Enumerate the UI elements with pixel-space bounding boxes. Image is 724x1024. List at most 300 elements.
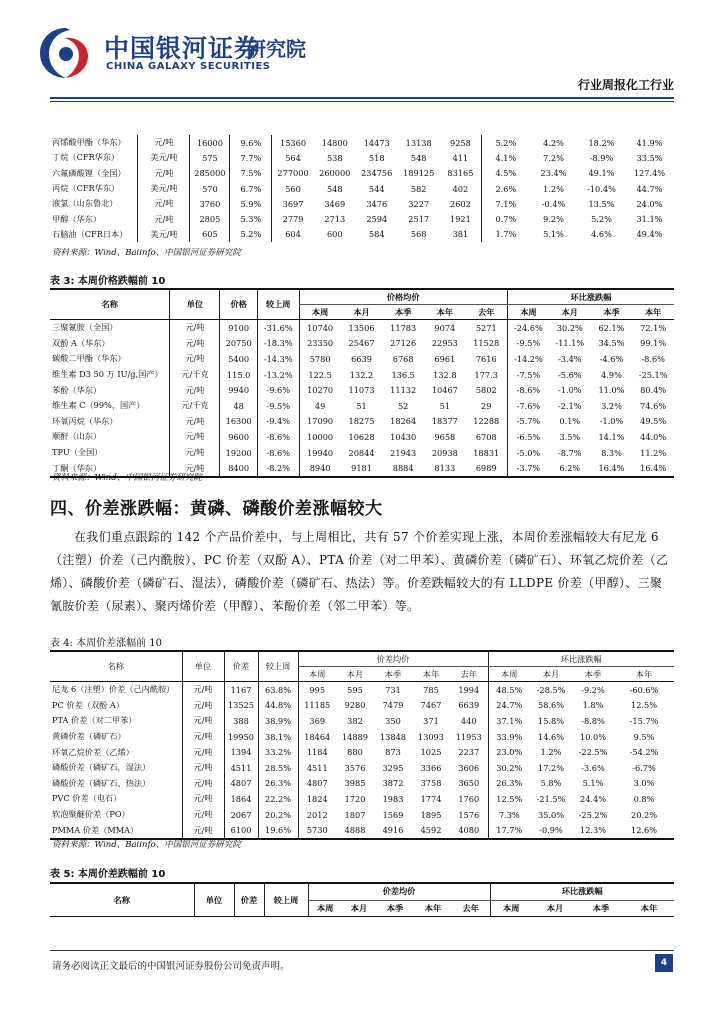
- col-wow: 较上周: [264, 883, 308, 917]
- row-value-cell: 260000: [319, 168, 351, 179]
- row-value-cell: 35.0%: [537, 809, 564, 820]
- row-value-cell: 5400: [220, 351, 257, 367]
- row-value-cell: 元/吨: [182, 822, 224, 839]
- subcol-ratio: 本周: [507, 305, 549, 320]
- row-name-cell: PC 价差（双酚 A）: [52, 699, 125, 710]
- row-value-cell: 411: [452, 152, 469, 163]
- table-row: [50, 336, 674, 352]
- row-value-cell: -21.5%: [536, 793, 566, 804]
- row-value-cell: -6.7%: [632, 762, 656, 773]
- row-value-cell: 4.9%: [601, 369, 622, 380]
- row-value-cell: 元/吨: [170, 336, 220, 352]
- row-value-cell: -8.8%: [581, 715, 605, 726]
- row-value-cell: 1.2%: [540, 747, 562, 758]
- row-value-cell: 7467: [420, 700, 442, 711]
- row-value-cell: 132.2: [349, 369, 374, 380]
- row-value-cell: 13138: [405, 137, 432, 148]
- row-value-cell: 0.1%: [559, 416, 581, 427]
- row-value-cell: 3760: [190, 196, 230, 211]
- row-value-cell: 3295: [382, 762, 404, 773]
- row-value-cell: 4916: [374, 822, 412, 839]
- row-value-cell: -8.6%: [507, 382, 549, 398]
- row-value-cell: 21943: [390, 447, 417, 458]
- row-value-cell: 元/吨: [170, 320, 220, 336]
- row-value-cell: 63.8%: [258, 682, 298, 698]
- row-value-cell: 995: [298, 682, 336, 698]
- row-value-cell: 388: [224, 713, 258, 729]
- row-value-cell: 13.5%: [588, 198, 615, 209]
- row-value-cell: 元/吨: [138, 211, 190, 226]
- row-value-cell: 371: [423, 715, 439, 726]
- row-value-cell: -8.6%: [641, 353, 665, 364]
- row-value-cell: 美元/吨: [138, 181, 190, 196]
- row-value-cell: 600: [326, 229, 343, 240]
- row-value-cell: 7.1%: [482, 196, 530, 211]
- row-name-cell: 黄磷价差（磷矿石）: [52, 731, 126, 742]
- row-value-cell: -5.0%: [507, 445, 549, 461]
- row-value-cell: -28.5%: [536, 684, 566, 695]
- row-value-cell: 34.5%: [598, 338, 625, 349]
- row-value-cell: 2713: [324, 214, 346, 225]
- row-value-cell: 4807: [298, 776, 336, 792]
- table-row: [50, 351, 674, 367]
- row-value-cell: 3872: [382, 778, 404, 789]
- row-value-cell: -6.5%: [507, 429, 549, 445]
- subcol-avg: 本月: [341, 305, 383, 320]
- row-value-cell: -8.6%: [257, 429, 299, 445]
- row-value-cell: 7479: [382, 700, 404, 711]
- row-value-cell: 4.6%: [591, 229, 612, 240]
- disclaimer-note: 请务必阅读正文最后的中国银河证券股份公司免责声明。: [52, 961, 290, 972]
- subcol-avg: 去年: [450, 667, 488, 682]
- row-value-cell: 15360: [272, 135, 314, 150]
- row-value-cell: -0.4%: [541, 198, 566, 209]
- row-value-cell: 595: [347, 684, 363, 695]
- row-value-cell: 5.1%: [543, 229, 564, 240]
- row-value-cell: 3.2%: [601, 400, 622, 411]
- row-value-cell: -3.4%: [558, 353, 582, 364]
- row-value-cell: 568: [410, 229, 427, 240]
- row-value-cell: 564: [272, 150, 314, 165]
- row-value-cell: -8.7%: [558, 447, 582, 458]
- row-value-cell: 16300: [220, 414, 257, 430]
- row-value-cell: 9600: [220, 429, 257, 445]
- row-value-cell: 19200: [220, 445, 257, 461]
- row-value-cell: 12288: [473, 416, 500, 427]
- table-row: [50, 367, 674, 383]
- row-value-cell: 9280: [344, 700, 366, 711]
- row-value-cell: 5730: [298, 822, 336, 839]
- row-value-cell: 10000: [299, 429, 341, 445]
- row-value-cell: 1774: [420, 793, 442, 804]
- row-value-cell: 381: [452, 229, 469, 240]
- row-name-cell: 顺酐（山东）: [52, 431, 102, 442]
- row-value-cell: 23.0%: [488, 744, 530, 760]
- group-avg: 价差均价: [298, 651, 488, 667]
- row-name-cell: 环氧丙烷（华东）: [52, 415, 118, 426]
- row-value-cell: 4511: [224, 760, 258, 776]
- row-value-cell: 24.4%: [579, 793, 606, 804]
- table-row: [50, 822, 674, 839]
- col-name: 名称: [50, 289, 170, 320]
- row-value-cell: 11073: [348, 385, 375, 396]
- row-value-cell: 24.0%: [636, 198, 663, 209]
- row-value-cell: -9.5%: [257, 398, 299, 414]
- row-value-cell: 1760: [458, 793, 480, 804]
- row-value-cell: 11.2%: [640, 447, 667, 458]
- page-number: 4: [655, 954, 673, 972]
- row-name-cell: 丁酮（华东）: [50, 460, 170, 477]
- row-value-cell: 12.5%: [630, 700, 657, 711]
- row-value-cell: -3.7%: [507, 460, 549, 477]
- row-value-cell: 604: [272, 227, 314, 242]
- row-value-cell: -11.1%: [555, 338, 585, 349]
- row-value-cell: 6639: [351, 353, 372, 364]
- row-value-cell: 369: [298, 713, 336, 729]
- row-value-cell: 0.7%: [482, 211, 530, 226]
- row-name-cell: 软泡聚醚价差（PO）: [52, 809, 130, 820]
- row-value-cell: 9.6%: [230, 135, 272, 150]
- row-value-cell: 132.8: [433, 369, 457, 380]
- subcol-avg: 本周: [299, 305, 341, 320]
- subcol-ratio: 本季: [591, 305, 633, 320]
- row-value-cell: 11.0%: [598, 385, 625, 396]
- row-value-cell: -24.6%: [507, 320, 549, 336]
- row-value-cell: 49.4%: [636, 229, 663, 240]
- row-value-cell: 6100: [224, 822, 258, 839]
- row-value-cell: 14.6%: [537, 731, 564, 742]
- col-price: 价差: [224, 651, 258, 682]
- row-name-cell: 维生素 C（99%，国产）: [52, 400, 145, 411]
- row-name-cell: 丁烷（CFR华东）: [52, 152, 120, 163]
- row-value-cell: 3.5%: [559, 431, 581, 442]
- row-value-cell: 4592: [412, 822, 450, 839]
- row-value-cell: 582: [410, 183, 427, 194]
- row-value-cell: 2805: [190, 211, 230, 226]
- row-value-cell: -8.6%: [257, 445, 299, 461]
- row-value-cell: 1824: [298, 791, 336, 807]
- row-value-cell: 560: [272, 181, 314, 196]
- table-row: [50, 211, 674, 226]
- row-value-cell: 12.3%: [572, 822, 614, 839]
- table-row: [50, 429, 674, 445]
- row-value-cell: 11528: [473, 338, 500, 349]
- row-value-cell: 1025: [420, 747, 442, 758]
- row-value-cell: -3.6%: [581, 762, 605, 773]
- row-value-cell: 4511: [298, 760, 336, 776]
- row-value-cell: 元/吨: [170, 414, 220, 430]
- row-value-cell: 5780: [299, 351, 341, 367]
- row-value-cell: 元/吨: [138, 196, 190, 211]
- row-value-cell: 30.2%: [556, 322, 583, 333]
- row-value-cell: 29: [481, 400, 492, 411]
- row-name-cell: 磷酸价差（磷矿石，湿法）: [52, 762, 151, 773]
- row-value-cell: 2594: [366, 214, 388, 225]
- row-value-cell: 20938: [431, 447, 458, 458]
- row-value-cell: 13506: [348, 322, 375, 333]
- row-value-cell: 7.2%: [543, 152, 564, 163]
- row-value-cell: 785: [423, 684, 439, 695]
- table-row: [50, 445, 674, 461]
- row-value-cell: 80.4%: [640, 385, 667, 396]
- row-value-cell: 4.2%: [543, 137, 564, 148]
- row-value-cell: 元/吨: [138, 135, 190, 150]
- subcol-avg: 本月: [336, 667, 374, 682]
- row-value-cell: 33.9%: [488, 729, 530, 745]
- table-row: [50, 398, 674, 414]
- row-value-cell: 18377: [431, 416, 458, 427]
- table-row: [50, 807, 674, 823]
- table3-price-decline: [50, 288, 674, 478]
- row-name-cell: PVC 价差（电石）: [52, 793, 122, 804]
- row-value-cell: 0.8%: [633, 793, 655, 804]
- row-value-cell: 元/吨: [170, 445, 220, 461]
- subcol-avg: 本季: [382, 305, 424, 320]
- row-value-cell: -7.6%: [507, 398, 549, 414]
- row-value-cell: 5.8%: [540, 778, 562, 789]
- row-value-cell: 189125: [403, 168, 435, 179]
- row-value-cell: -9.6%: [257, 382, 299, 398]
- row-value-cell: 3650: [458, 778, 480, 789]
- row-value-cell: 元/吨: [182, 682, 224, 698]
- table-row: [50, 135, 674, 150]
- row-value-cell: 16.4%: [591, 460, 633, 477]
- row-value-cell: -14.2%: [507, 351, 549, 367]
- row-value-cell: 9.5%: [633, 731, 655, 742]
- row-value-cell: 6708: [475, 431, 497, 442]
- row-value-cell: 7.5%: [230, 166, 272, 181]
- row-value-cell: 20844: [348, 447, 375, 458]
- row-value-cell: 58.6%: [537, 700, 564, 711]
- table4-caption: 表 4: 本周价差涨幅前 10: [50, 638, 162, 649]
- row-value-cell: 14889: [341, 731, 369, 742]
- row-value-cell: 27126: [390, 338, 417, 349]
- row-name-cell: 丙烯酸甲酯（华东）: [52, 137, 126, 148]
- row-value-cell: 1994: [458, 684, 480, 695]
- row-value-cell: -15.7%: [629, 715, 659, 726]
- row-value-cell: 13093: [417, 731, 445, 742]
- subcol-ratio: 本月: [532, 900, 578, 916]
- row-value-cell: 19950: [224, 729, 258, 745]
- row-value-cell: 1394: [224, 744, 258, 760]
- table5-header: [50, 883, 674, 917]
- table-row: [50, 414, 674, 430]
- row-value-cell: 538: [326, 152, 343, 163]
- subcol-ratio: 本年: [614, 667, 674, 682]
- row-value-cell: 1569: [382, 809, 404, 820]
- row-value-cell: 3.0%: [633, 778, 655, 789]
- row-name-cell: 磷酸价差（磷矿石、热法）: [52, 777, 151, 788]
- row-name-cell: PMMA 价差（MMA）: [50, 822, 182, 839]
- row-value-cell: 10467: [431, 385, 458, 396]
- row-value-cell: -9.2%: [581, 684, 605, 695]
- row-value-cell: 41.9%: [636, 137, 663, 148]
- row-value-cell: 83165: [447, 168, 474, 179]
- row-value-cell: 731: [385, 684, 401, 695]
- table-row: [50, 320, 674, 336]
- subcol-ratio: 本季: [572, 667, 614, 682]
- table-row: [50, 150, 674, 165]
- row-value-cell: 11185: [298, 698, 336, 714]
- table5-spread-decline: [50, 882, 674, 917]
- row-value-cell: 元/吨: [182, 744, 224, 760]
- row-value-cell: 4888: [336, 822, 374, 839]
- row-value-cell: 873: [385, 747, 401, 758]
- subcol-avg: 本年: [424, 305, 466, 320]
- row-value-cell: 7.3%: [488, 807, 530, 823]
- row-value-cell: 22953: [431, 338, 458, 349]
- footer-divider: [50, 950, 674, 951]
- row-value-cell: 6.7%: [230, 181, 272, 196]
- row-value-cell: 12.5%: [488, 791, 530, 807]
- row-value-cell: 3576: [344, 762, 366, 773]
- row-value-cell: 5802: [475, 385, 497, 396]
- table-source-note: 资料来源：Wind、Baiinfo、中国银河证券研究院: [52, 248, 241, 258]
- row-value-cell: 30.2%: [488, 760, 530, 776]
- subcol-ratio: 本周: [488, 667, 530, 682]
- row-value-cell: 8133: [424, 460, 466, 477]
- row-value-cell: 15.8%: [537, 715, 564, 726]
- group-ratio: 环比涨跌幅: [488, 651, 674, 667]
- row-value-cell: -25.1%: [638, 369, 668, 380]
- table-row: [50, 227, 674, 242]
- row-value-cell: 11783: [390, 322, 417, 333]
- row-value-cell: 5.2%: [591, 214, 612, 225]
- col-price: 价差: [234, 883, 264, 917]
- row-value-cell: 234756: [361, 168, 393, 179]
- row-name-cell: 甲醇（华东）: [52, 213, 102, 224]
- row-value-cell: 24.7%: [488, 698, 530, 714]
- row-value-cell: 440: [460, 715, 477, 726]
- row-value-cell: 8400: [220, 460, 257, 477]
- row-value-cell: 38.1%: [258, 729, 298, 745]
- row-value-cell: -1.0%: [599, 416, 624, 427]
- row-value-cell: 1576: [458, 809, 480, 820]
- row-value-cell: 37.1%: [488, 713, 530, 729]
- col-wow: 较上周: [257, 289, 299, 320]
- row-value-cell: 22.2%: [258, 791, 298, 807]
- row-value-cell: 10.0%: [579, 731, 606, 742]
- row-value-cell: 48.5%: [488, 682, 530, 698]
- logo-english-name: CHINA GALAXY SECURITIES: [106, 61, 271, 72]
- row-value-cell: -14.3%: [257, 351, 299, 367]
- row-value-cell: 4807: [224, 776, 258, 792]
- table-row: [50, 181, 674, 196]
- row-name-cell: 丙烷（CFR华东）: [52, 183, 120, 194]
- col-unit: 单位: [182, 651, 224, 682]
- row-value-cell: 49.1%: [588, 168, 615, 179]
- row-value-cell: 51: [439, 400, 451, 411]
- group-avg: 价差均价: [308, 883, 490, 900]
- row-value-cell: 元/吨: [170, 351, 220, 367]
- row-value-cell: -0.9%: [530, 822, 572, 839]
- row-name-cell: 碳酸二甲酯（华东）: [52, 353, 126, 364]
- row-value-cell: 元/吨: [170, 429, 220, 445]
- row-value-cell: 14800: [321, 137, 348, 148]
- row-value-cell: 177.3: [474, 369, 498, 380]
- row-value-cell: 8940: [299, 460, 341, 477]
- row-value-cell: 38.9%: [258, 713, 298, 729]
- row-value-cell: -5.6%: [558, 369, 582, 380]
- row-name-cell: 维生素 D3 50 万 IU/g,国产）: [52, 369, 163, 380]
- row-value-cell: 17.7%: [488, 822, 530, 839]
- report-type: 行业周报化工行业: [577, 78, 674, 92]
- row-value-cell: 584: [368, 229, 385, 240]
- row-value-cell: 5271: [475, 322, 497, 333]
- row-value-cell: -54.2%: [629, 747, 659, 758]
- subcol-avg: 去年: [466, 305, 508, 320]
- subcol-avg: 本季: [374, 667, 412, 682]
- row-value-cell: 548: [326, 183, 343, 194]
- subcol-avg: 本年: [414, 900, 452, 916]
- row-value-cell: 18831: [473, 447, 500, 458]
- row-value-cell: 52: [397, 400, 409, 411]
- row-value-cell: 3366: [420, 762, 442, 773]
- col-unit: 单位: [194, 883, 234, 917]
- page-header: [0, 0, 724, 100]
- row-value-cell: 3476: [366, 198, 388, 209]
- row-value-cell: 2779: [272, 211, 314, 226]
- row-value-cell: 18.2%: [588, 137, 615, 148]
- row-value-cell: 美元/吨: [138, 227, 190, 242]
- row-value-cell: 26.3%: [258, 776, 298, 792]
- row-value-cell: 9940: [220, 382, 257, 398]
- subcol-avg: 去年: [452, 900, 490, 916]
- subcol-avg: 本年: [412, 667, 450, 682]
- row-value-cell: 74.6%: [640, 400, 667, 411]
- row-value-cell: 2602: [449, 198, 471, 209]
- row-value-cell: 1895: [420, 809, 442, 820]
- col-wow: 较上周: [258, 651, 298, 682]
- row-value-cell: -9.4%: [257, 414, 299, 430]
- section-title: 四、价差涨跌幅：黄磷、磷酸价差涨幅较大: [50, 499, 383, 519]
- row-value-cell: 14.1%: [598, 431, 625, 442]
- row-value-cell: 544: [368, 183, 385, 194]
- row-value-cell: 6639: [458, 700, 480, 711]
- row-value-cell: -8.2%: [257, 460, 299, 477]
- row-value-cell: 2517: [408, 214, 430, 225]
- row-value-cell: -5.7%: [507, 414, 549, 430]
- row-value-cell: 49: [299, 398, 341, 414]
- row-value-cell: 44.7%: [636, 183, 663, 194]
- row-name-cell: 三聚氰胺（全国）: [52, 322, 118, 333]
- row-value-cell: 16000: [190, 135, 230, 150]
- row-value-cell: 9181: [341, 460, 383, 477]
- row-value-cell: 9074: [434, 322, 456, 333]
- row-value-cell: 1184: [298, 744, 336, 760]
- subcol-ratio: 本季: [578, 900, 624, 916]
- table-row: [50, 382, 674, 398]
- row-value-cell: 元/吨: [138, 166, 190, 181]
- row-value-cell: 1.2%: [543, 183, 564, 194]
- col-unit: 单位: [170, 289, 220, 320]
- col-name: 名称: [50, 883, 194, 917]
- price-increase-table-continued: [50, 135, 674, 242]
- row-value-cell: -31.6%: [257, 320, 299, 336]
- row-value-cell: 26.3%: [488, 776, 530, 792]
- row-value-cell: 1864: [224, 791, 258, 807]
- row-value-cell: 880: [347, 747, 363, 758]
- row-value-cell: 7.7%: [230, 150, 272, 165]
- row-value-cell: -2.1%: [558, 400, 582, 411]
- row-value-cell: 9258: [449, 137, 471, 148]
- row-value-cell: 元/吨: [182, 713, 224, 729]
- row-value-cell: 20.2%: [258, 807, 298, 823]
- subcol-avg: 本月: [342, 900, 376, 916]
- row-value-cell: 575: [190, 150, 230, 165]
- row-value-cell: 122.5: [299, 367, 341, 383]
- col-price: 价格: [220, 289, 257, 320]
